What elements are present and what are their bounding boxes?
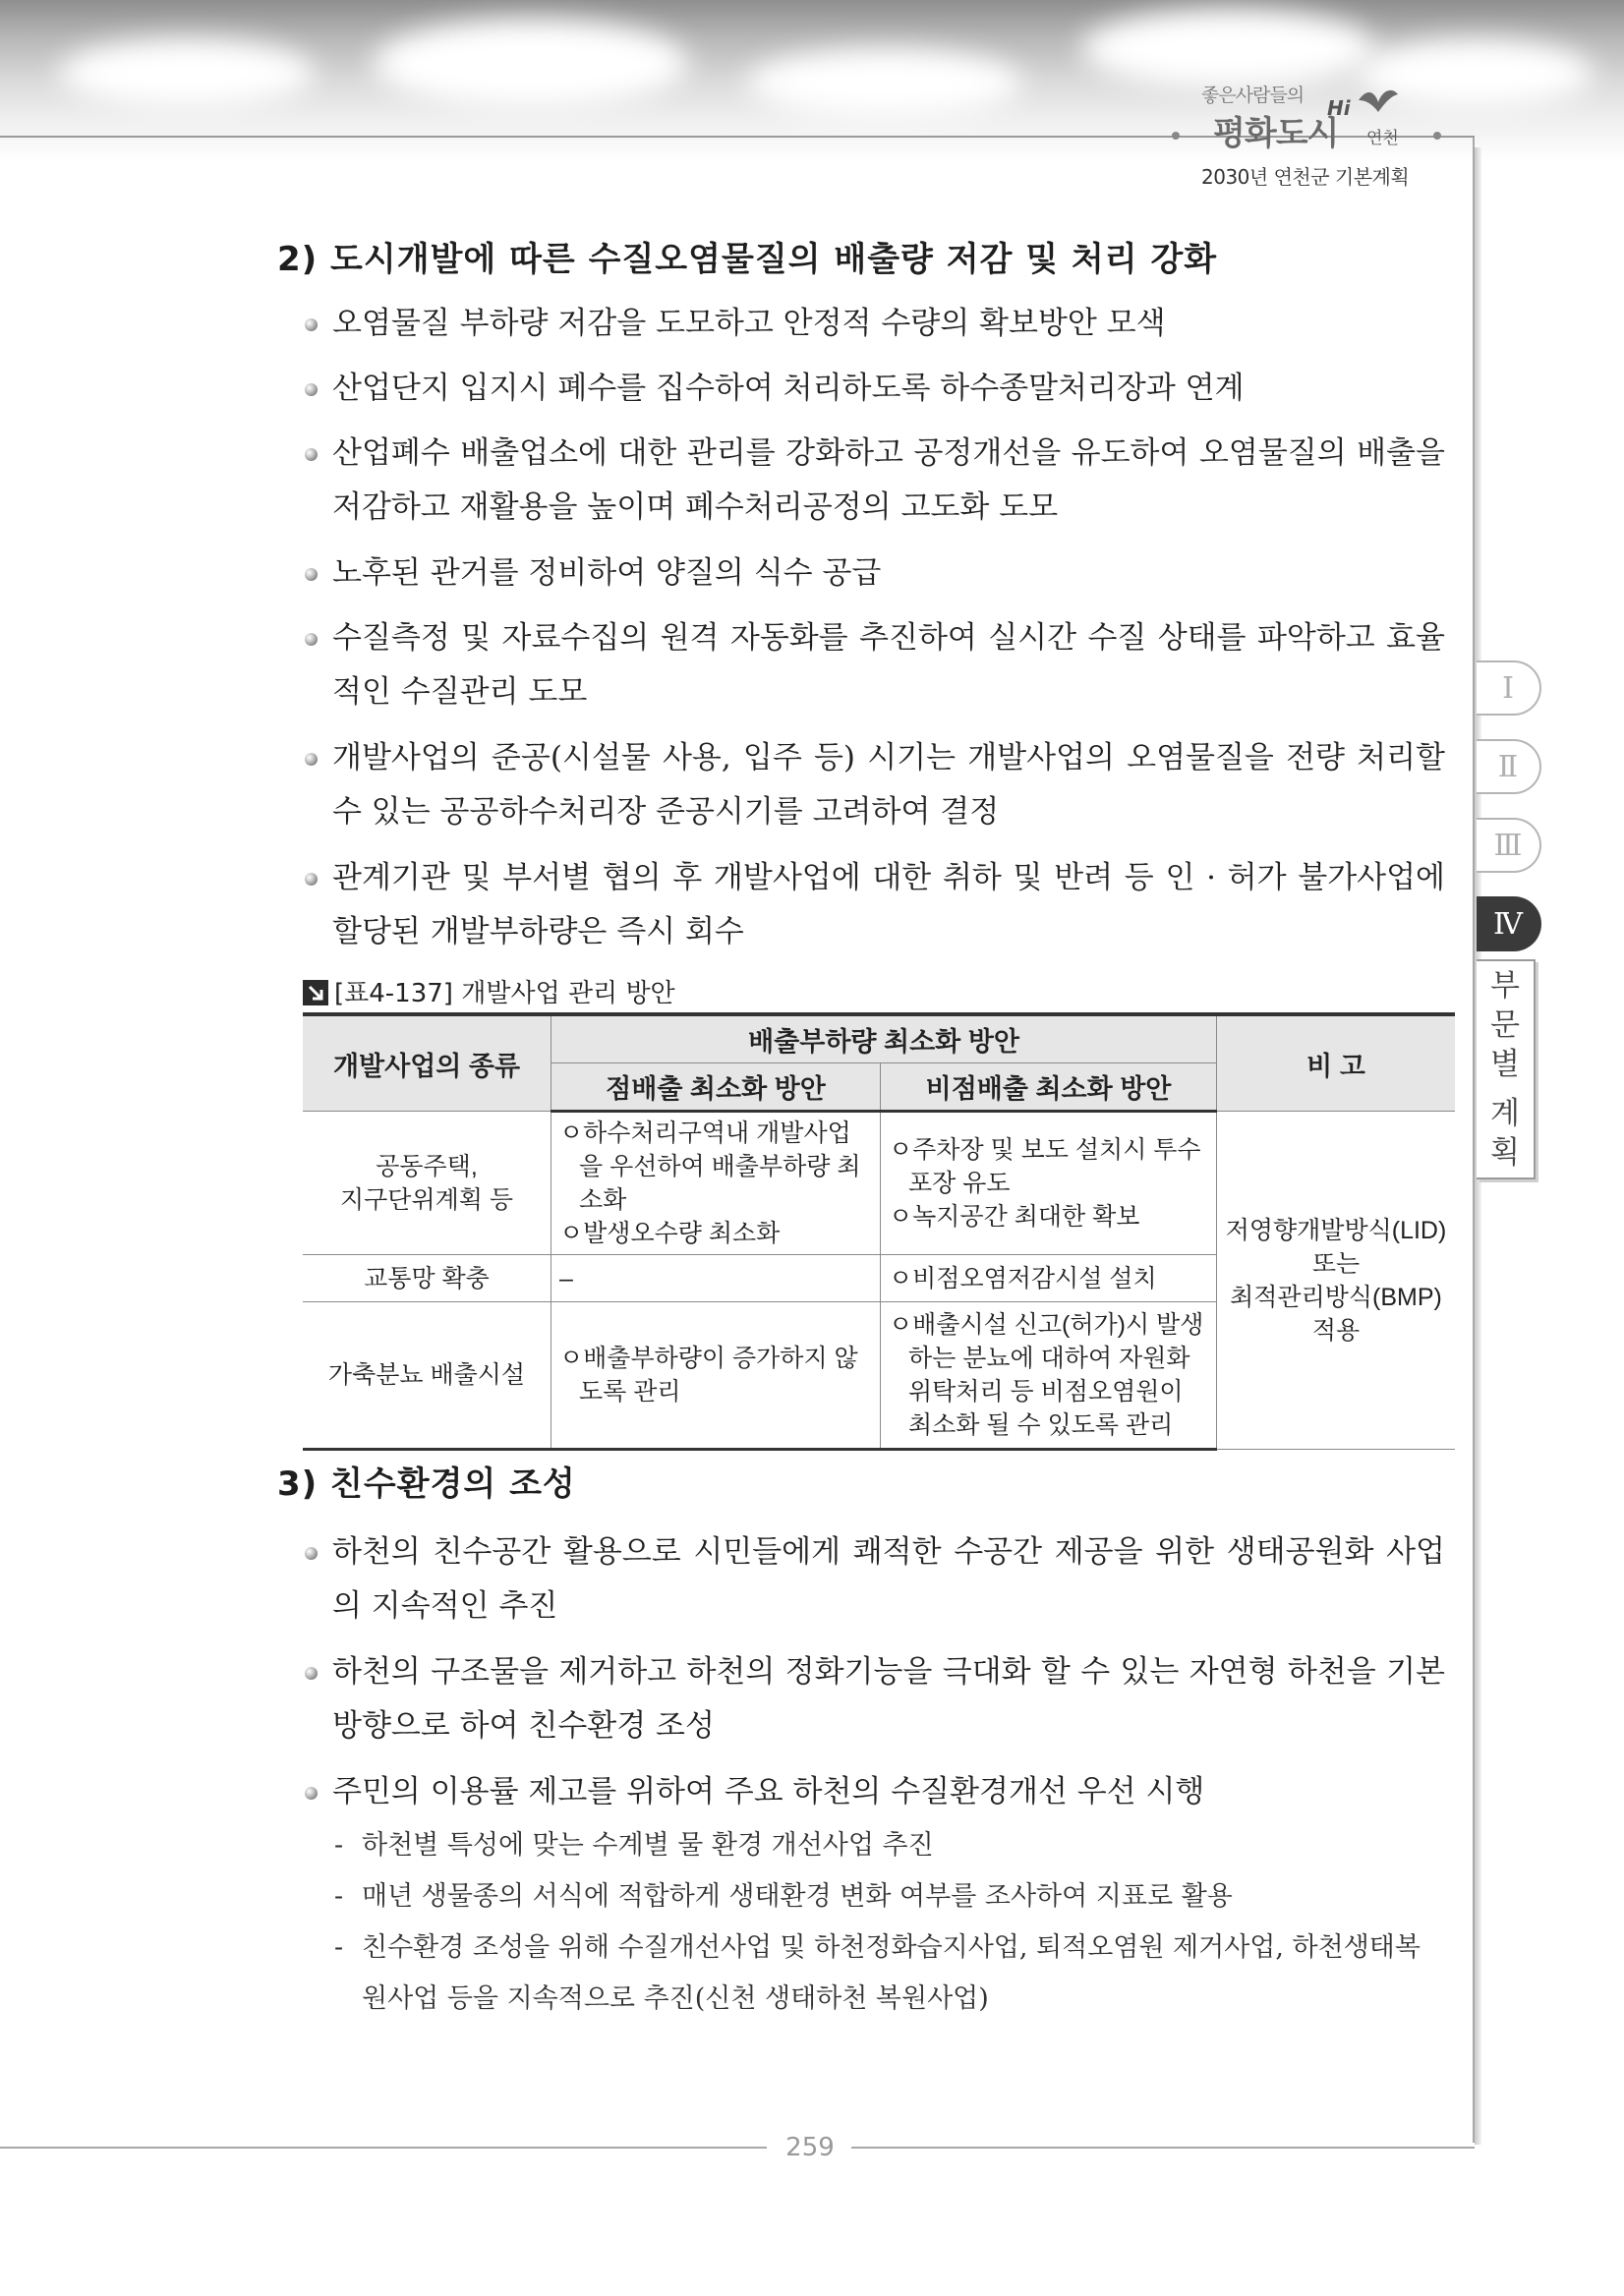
header-rule-dot xyxy=(1172,132,1180,140)
bullet-dot-icon xyxy=(305,383,318,396)
header-group: 배출부하량 최소화 방안 xyxy=(551,1014,1217,1063)
bullet-item: 산업폐수 배출업소에 대한 관리를 강화하고 공정개선을 유도하여 오염물질의 배출을 저감하고 재활용을 높이며 폐수처리공정의 고도화 도모 xyxy=(305,427,1445,535)
development-management-table xyxy=(303,1012,1455,1451)
footer-rule-right xyxy=(851,2147,1475,2149)
chapter-tab-4[interactable]: Ⅳ xyxy=(1477,896,1541,951)
bullet-item: 관계기관 및 부서별 협의 후 개발사업에 대한 취하 및 반려 등 인 · 허가 불가사업에 할당된 개발부하량은 즉시 회수 xyxy=(305,851,1445,959)
row-point: ㅇ하수처리구역내 개발사업을 우선하여 배출부하량 최소화 ㅇ발생오수량 최소화 xyxy=(551,1112,881,1255)
sub-list-item: - 친수환경 조성을 위해 수질개선사업 및 하천정화습지사업, 퇴적오염원 제거사업, 하천생태복원사업 등을 지속적으로 추진(신천 생태하천 복원사업) xyxy=(334,1923,1445,2025)
bullet-item: 개발사업의 준공(시설물 사용, 입주 등) 시기는 개발사업의 오염물질을 전량 처리할 수 있는 공공하수처리장 준공시기를 고려하여 결정 xyxy=(305,731,1445,839)
row-nonpoint: ㅇ배출시설 신고(허가)시 발생하는 분뇨에 대하여 자원화 위탁처리 등 비점오염원이 최소화 될 수 있도록 관리 xyxy=(881,1302,1217,1450)
chapter-tab-1[interactable]: Ⅰ xyxy=(1477,660,1541,716)
side-label-char: 부 xyxy=(1490,968,1520,1004)
section-heading-2: 2) 도시개발에 따른 수질오염물질의 배출량 저감 및 처리 강화 xyxy=(277,240,1218,279)
row-note: 저영향개발방식(LID) 또는 최적관리방식(BMP) 적용 xyxy=(1217,1112,1456,1450)
bullet-dot-icon xyxy=(305,448,318,461)
bullet-dot-icon xyxy=(305,568,318,581)
bullet-item: 하천의 친수공간 활용으로 시민들에게 쾌적한 수공간 제공을 위한 생태공원화 사업의 지속적인 추진 xyxy=(305,1525,1445,1634)
header-type: 개발사업의 종류 xyxy=(303,1014,551,1112)
side-label-char: 획 xyxy=(1490,1135,1520,1171)
footer-rule-left xyxy=(0,2147,767,2149)
header-note: 비 고 xyxy=(1217,1014,1456,1112)
chapter-tab-3[interactable]: Ⅲ xyxy=(1477,818,1541,873)
header-point: 점배출 최소화 방안 xyxy=(551,1063,881,1112)
row-nonpoint: ㅇ주차장 및 보도 설치시 투수포장 유도 ㅇ녹지공간 최대한 확보 xyxy=(881,1112,1217,1255)
row-point: – xyxy=(551,1255,881,1302)
logo-city: 연천 xyxy=(1366,129,1399,148)
row-point: ㅇ배출부하량이 증가하지 않도록 관리 xyxy=(551,1302,881,1450)
bullet-dot-icon xyxy=(305,1547,318,1560)
row-type: 공동주택, 지구단위계획 등 xyxy=(303,1112,551,1255)
row-type: 교통망 확충 xyxy=(303,1255,551,1302)
bullet-dot-icon xyxy=(305,873,318,886)
header-nonpoint: 비점배출 최소화 방안 xyxy=(881,1063,1217,1112)
row-type: 가축분뇨 배출시설 xyxy=(303,1302,551,1450)
section-heading-3: 3) 친수환경의 조성 xyxy=(277,1464,576,1504)
bullet-item: 수질측정 및 자료수집의 원격 자동화를 추진하여 실시간 수질 상태를 파악하고 효율적인 수질관리 도모 xyxy=(305,611,1445,719)
row-nonpoint: ㅇ비점오염저감시설 설치 xyxy=(881,1255,1217,1302)
bullet-dot-icon xyxy=(305,318,318,331)
side-label-char: 별 xyxy=(1490,1047,1520,1082)
logo-hi: Hi xyxy=(1327,96,1351,120)
header-rule-dot xyxy=(1433,132,1441,140)
side-label-char: 계 xyxy=(1490,1096,1520,1131)
side-label-char: 문 xyxy=(1490,1007,1520,1043)
sub-list-item: - 매년 생물종의 서식에 적합하게 생태환경 변화 여부를 조사하여 지표로 활용 xyxy=(334,1871,1445,1923)
side-section-label xyxy=(1477,959,1536,1179)
bird-icon xyxy=(1357,85,1400,116)
dash-mark: - xyxy=(334,1881,344,1912)
bullet-dot-icon xyxy=(305,1787,318,1800)
bullet-dot-icon xyxy=(305,633,318,646)
dash-mark: - xyxy=(334,1830,344,1861)
bullet-dot-icon xyxy=(305,753,318,766)
bullet-dot-icon xyxy=(305,1667,318,1680)
bullet-item: 주민의 이용률 제고를 위하여 주요 하천의 수질환경개선 우선 시행 xyxy=(305,1765,1445,1819)
bullet-item: 하천의 구조물을 제거하고 하천의 정화기능을 극대화 할 수 있는 자연형 하천을 기본방향으로 하여 친수환경 조성 xyxy=(305,1645,1445,1753)
bullet-item: 오염물질 부하량 저감을 도모하고 안정적 수량의 확보방안 모색 xyxy=(305,297,1445,351)
chapter-tab-2[interactable]: Ⅱ xyxy=(1477,739,1541,794)
logo-subtitle: 좋은사람들의 xyxy=(1201,85,1305,106)
bullet-item: 노후된 관거를 정비하여 양질의 식수 공급 xyxy=(305,546,1445,601)
dash-mark: - xyxy=(334,1932,344,1963)
logo-title: 평화도시 xyxy=(1213,114,1339,153)
city-logo xyxy=(1201,77,1427,155)
bullet-item: 산업단지 입지시 폐수를 집수하여 처리하도록 하수종말처리장과 연계 xyxy=(305,362,1445,416)
table-caption: [표4-137] 개발사업 관리 방안 xyxy=(303,973,675,1009)
plan-title: 2030년 연천군 기본계획 xyxy=(1201,165,1410,189)
sub-list-item: - 하천별 특성에 맞는 수계별 물 환경 개선사업 추진 xyxy=(334,1820,1445,1871)
table-row xyxy=(303,1112,1455,1255)
arrow-corner-icon xyxy=(303,980,328,1005)
page-number: 259 xyxy=(785,2133,835,2162)
